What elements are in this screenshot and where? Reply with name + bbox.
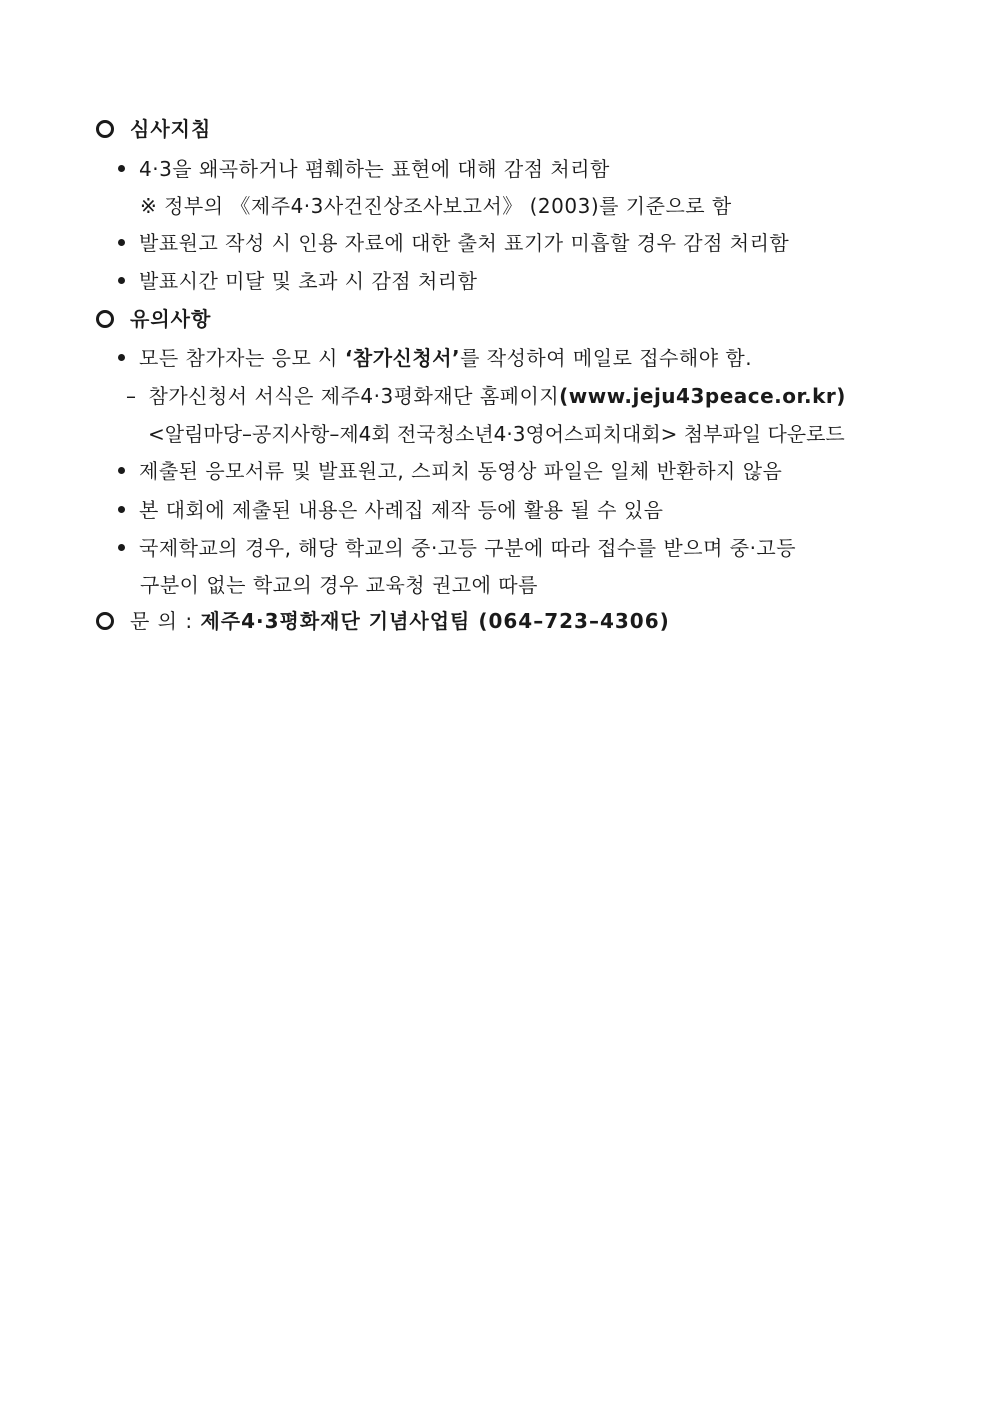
- sub-item-continuation: [148, 421, 845, 447]
- list-item: [118, 268, 477, 294]
- list-item-text: 본 대회에 제출된 내용은 사례집 제작 등에 활용 될 수 있음: [139, 498, 664, 522]
- list-item-text: 4·3을 왜곡하거나 폄훼하는 표현에 대해 감점 처리함: [139, 157, 610, 181]
- bullet-icon: [118, 277, 125, 284]
- bullet-icon: [118, 506, 125, 513]
- list-item-text: 국제학교의 경우, 해당 학교의 중·고등 구분에 따라 접수를 받으며 중·고등: [139, 536, 797, 560]
- section-heading-review: [96, 116, 211, 142]
- sub-item: [126, 383, 846, 409]
- list-item: [118, 345, 752, 371]
- homepage-url: (www.jeju43peace.or.kr): [559, 384, 846, 408]
- list-item-text: 발표시간 미달 및 초과 시 감점 처리함: [139, 269, 478, 293]
- list-item-continuation: [140, 572, 538, 598]
- ring-icon: [96, 120, 114, 138]
- list-item-text: 발표원고 작성 시 인용 자료에 대한 출처 표기가 미흡할 경우 감점 처리함: [139, 231, 790, 255]
- section-contact: [96, 608, 670, 634]
- list-item: [118, 497, 663, 523]
- bullet-icon: [118, 544, 125, 551]
- list-item: [118, 458, 782, 484]
- ring-icon: [96, 612, 114, 630]
- note-text: ※ 정부의 《제주4·3사건진상조사보고서》 (2003)를 기준으로 함: [140, 194, 732, 218]
- ring-icon: [96, 310, 114, 328]
- list-item-note: [140, 193, 732, 219]
- contact-label: 문 의 :: [130, 609, 201, 633]
- bullet-icon: [118, 354, 125, 361]
- list-item-text: 모든 참가자는 응모 시: [139, 346, 345, 370]
- form-name-emphasis: ‘참가신청서’: [344, 346, 461, 370]
- list-item-text: 제출된 응모서류 및 발표원고, 스피치 동영상 파일은 일체 반환하지 않음: [139, 459, 783, 483]
- list-item-text: 를 작성하여 메일로 접수해야 함.: [460, 346, 753, 370]
- sub-item-text: 참가신청서 서식은 제주4·3평화재단 홈페이지: [148, 384, 560, 408]
- bullet-icon: [118, 165, 125, 172]
- sub-item-text: <알림마당–공지사항–제4회 전국청소년4·3영어스피치대회> 첨부파일 다운로드: [148, 422, 845, 446]
- list-item: [118, 535, 796, 561]
- bullet-icon: [118, 467, 125, 474]
- heading-text: 유의사항: [130, 307, 212, 331]
- list-item: [118, 156, 610, 182]
- list-item-text: 구분이 없는 학교의 경우 교육청 권고에 따름: [140, 573, 538, 597]
- contact-value: 제주4·3평화재단 기념사업팀 (064–723–4306): [200, 609, 670, 633]
- heading-text: 심사지침: [130, 117, 212, 141]
- dash-marker: –: [126, 384, 137, 408]
- bullet-icon: [118, 239, 125, 246]
- section-heading-notes: [96, 306, 211, 332]
- list-item: [118, 230, 789, 256]
